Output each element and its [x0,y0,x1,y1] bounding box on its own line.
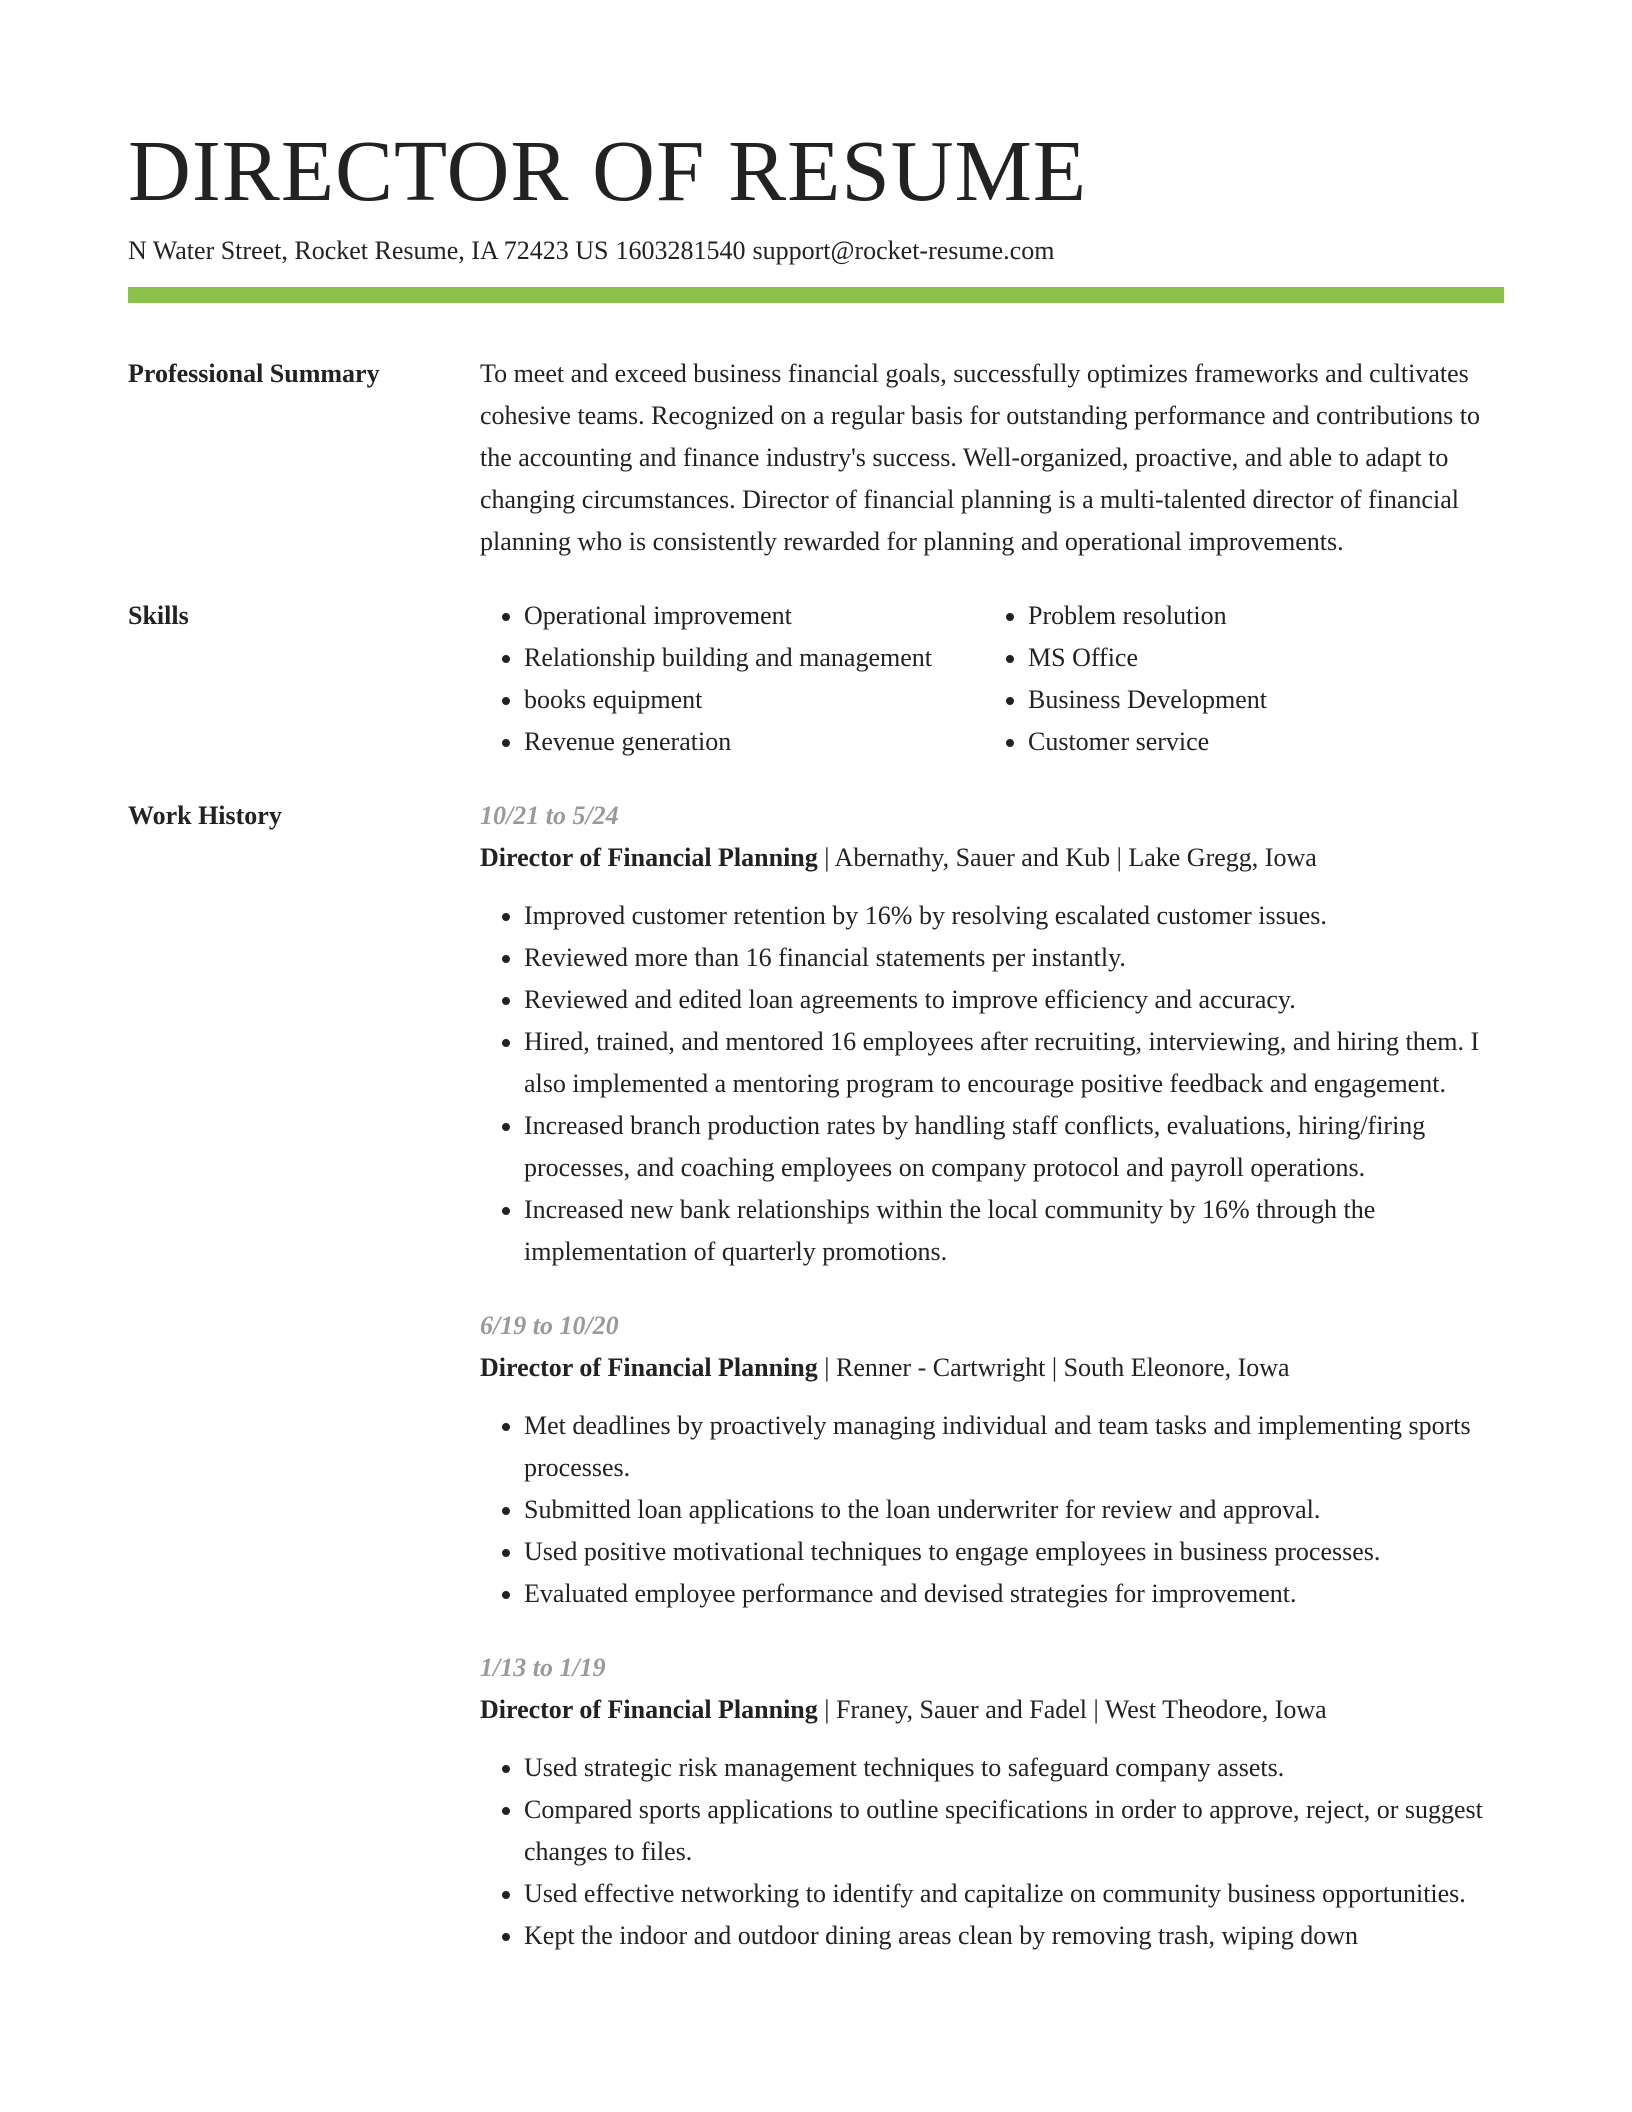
job-location: West Theodore, Iowa [1104,1695,1327,1724]
job-dates: 1/13 to 1/19 [480,1653,606,1682]
job-bullet: • Increased new bank relationships within the local community by 16% through the implementation of quarterly promotions. [524,1189,1504,1273]
job-bullet: • Used positive motivational techniques to engage employees in business processes. [524,1531,1504,1573]
skill-item: • Customer service [1028,721,1488,763]
contact-phone: 1603281540 [615,236,746,265]
header-divider [128,287,1504,303]
skills-section [128,595,1504,763]
skill-item: • Relationship building and management [524,637,984,679]
summary-text: To meet and exceed business financial goals, successfully optimizes frameworks and cultivates cohesive teams. Recognized on a regular basis for outstanding performance and contributions to the accounting and finance industry's success. Well-organized, proactive, and able to adapt to changing circumstances. Director of financial planning is a multi-talented director of financial planning who is consistently rewarded for planning and operational improvements. [480,359,1480,556]
contact-email: support@rocket-resume.com [752,236,1055,265]
skill-item: • Problem resolution [1028,595,1488,637]
job-bullet: • Hired, trained, and mentored 16 employees after recruiting, interviewing, and hiring them. I also implemented a mentoring program to encourage positive feedback and engagement. [524,1021,1504,1105]
skill-item: • books equipment [524,679,984,721]
job-entry [480,1305,1504,1615]
skill-item: • Revenue generation [524,721,984,763]
job-title: Director of Financial Planning [480,843,818,872]
job-bullet: • Increased branch production rates by handling staff conflicts, evaluations, hiring/firing processes, and coaching employees on company protocol and payroll operations. [524,1105,1504,1189]
job-bullets [480,1747,1504,1957]
skills-list-left [480,595,984,763]
summary-heading: Professional Summary [128,359,380,388]
job-entry [480,795,1504,1273]
job-bullet: • Used effective networking to identify and capitalize on community business opportunities. [524,1873,1504,1915]
job-bullet: • Improved customer retention by 16% by resolving escalated customer issues. [524,895,1504,937]
job-bullet: • Reviewed more than 16 financial statements per instantly. [524,937,1504,979]
work-history-heading: Work History [128,801,282,830]
job-bullet: • Compared sports applications to outline specifications in order to approve, reject, or suggest changes to files. [524,1789,1504,1873]
skills-heading: Skills [128,601,189,630]
job-title-line: Director of Financial Planning | Abernathy, Sauer and Kub | Lake Gregg, Iowa [480,843,1317,872]
jobs-list [480,795,1504,1957]
job-dates: 6/19 to 10/20 [480,1311,619,1340]
job-dates: 10/21 to 5/24 [480,801,619,830]
resume-name: DIRECTOR OF RESUME [128,122,1088,219]
job-bullet: • Submitted loan applications to the loan underwriter for review and approval. [524,1489,1504,1531]
skill-item: • Operational improvement [524,595,984,637]
job-title: Director of Financial Planning [480,1353,818,1382]
job-bullets [480,895,1504,1273]
work-history-section [128,795,1504,1957]
skill-item: • MS Office [1028,637,1488,679]
job-bullet: • Met deadlines by proactively managing individual and team tasks and implementing sports processes. [524,1405,1504,1489]
job-title: Director of Financial Planning [480,1695,818,1724]
job-bullet: • Evaluated employee performance and devised strategies for improvement. [524,1573,1504,1615]
job-entry [480,1647,1504,1957]
contact-line [128,235,1504,267]
skill-item: • Business Development [1028,679,1488,721]
contact-address: N Water Street, Rocket Resume, IA 72423 US [128,236,609,265]
job-bullets [480,1405,1504,1615]
skills-list-right [984,595,1488,763]
job-bullet: • Used strategic risk management techniques to safeguard company assets. [524,1747,1504,1789]
job-bullet: • Kept the indoor and outdoor dining areas clean by removing trash, wiping down [524,1915,1504,1957]
summary-section [128,353,1504,563]
job-company: Franey, Sauer and Fadel [835,1695,1087,1724]
job-title-line: Director of Financial Planning | Franey, Sauer and Fadel | West Theodore, Iowa [480,1695,1327,1724]
job-title-line: Director of Financial Planning | Renner - Cartwright | South Eleonore, Iowa [480,1353,1290,1382]
job-bullet: • Reviewed and edited loan agreements to improve efficiency and accuracy. [524,979,1504,1021]
job-company: Abernathy, Sauer and Kub [834,843,1111,872]
job-company: Renner - Cartwright [835,1353,1046,1382]
job-location: South Eleonore, Iowa [1063,1353,1290,1382]
job-location: Lake Gregg, Iowa [1128,843,1317,872]
